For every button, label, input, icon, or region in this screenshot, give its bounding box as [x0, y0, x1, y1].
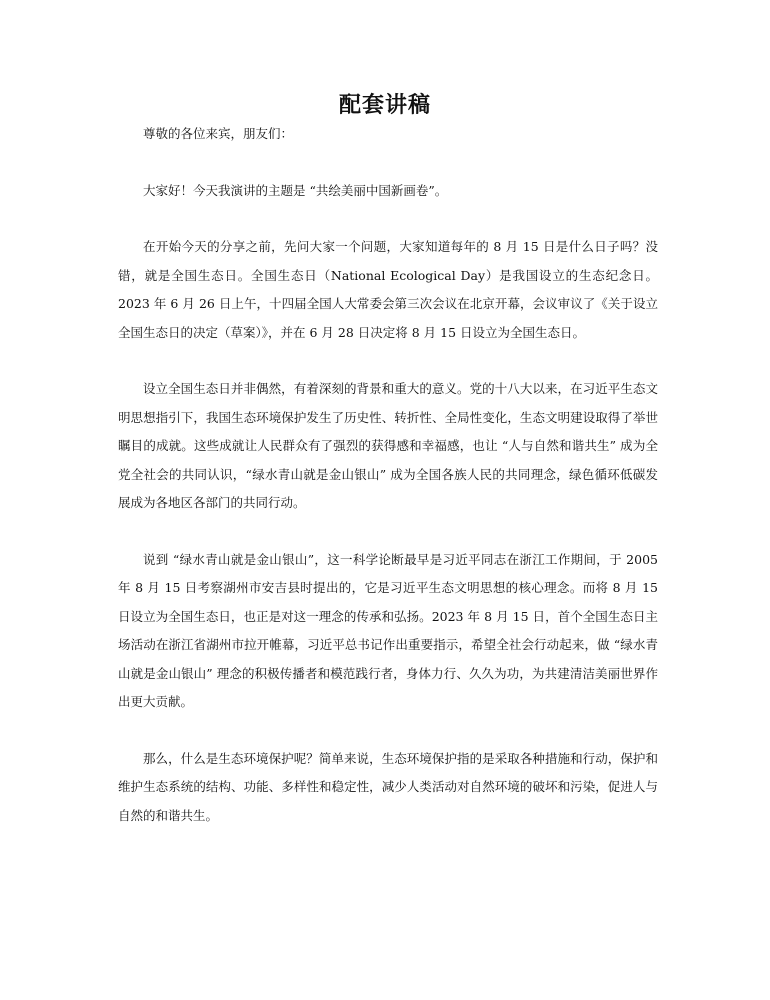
document-title: 配套讲稿 [338, 92, 431, 118]
paragraph-background-significance: 设立全国生态日并非偶然，有着深刻的背景和重大的意义。党的十八大以来，在习近平生态文明思想指引下，我国生态环境保护发生了历史性、转折性、全局性变化，生态文明建设取得了举世瞩目的成就。这些成就让人民群众有了强烈的获得感和幸福感，也让 “人与自然和谐共生” 成为全党全社会的共同认识，“绿水青山就是金山银山” 成为全国各族人民的共同理念，绿色循环低碳发展成为各地区各部门的共同行动。 [118, 381, 658, 510]
paragraph-greeting: 大家好！今天我演讲的主题是 “共绘美丽中国新画卷”。 [143, 182, 448, 198]
salutation: 尊敬的各位来宾，朋友们： [143, 126, 294, 141]
document-body [118, 120, 658, 858]
paragraph-national-ecology-day: 在开始今天的分享之前，先问大家一个问题，大家知道每年的 8 月 15 日是什么日子吗？没错，就是全国生态日。全国生态日（National Ecological Day）是我国设立的生态纪念日。2023 年 6 月 26 日上午，十四届全国人大常委会第三次会议在北京开幕，会议审议了《关于设立全国生态日的决定（草案）》，并在 6 月 28 日决定将 8 月 15 日设立为全国生态日。 [118, 239, 658, 340]
paragraph-environmental-protection: 那么，什么是生态环境保护呢？简单来说，生态环境保护指的是采取各种措施和行动，保护和维护生态系统的结构、功能、多样性和稳定性，减少人类活动对自然环境的破坏和污染，促进人与自然的和谐共生。 [118, 750, 658, 823]
paragraph-green-mountains: 说到 “绿水青山就是金山银山”，这一科学论断最早是习近平同志在浙江工作期间，于 2005 年 8 月 15 日考察湖州市安吉县时提出的，它是习近平生态文明思想的核心理念。而将 8 月 15 日设立为全国生态日，也正是对这一理念的传承和弘扬。2023 年 8 月 15 日，首个全国生态日主场活动在浙江省湖州市拉开帷幕，习近平总书记作出重要指示，希望全社会行动起来，做 “绿水青山就是金山银山” 理念的积极传播者和模范践行者，身体力行、久久为功，为共建清洁美丽世界作出更大贡献。 [118, 551, 658, 709]
